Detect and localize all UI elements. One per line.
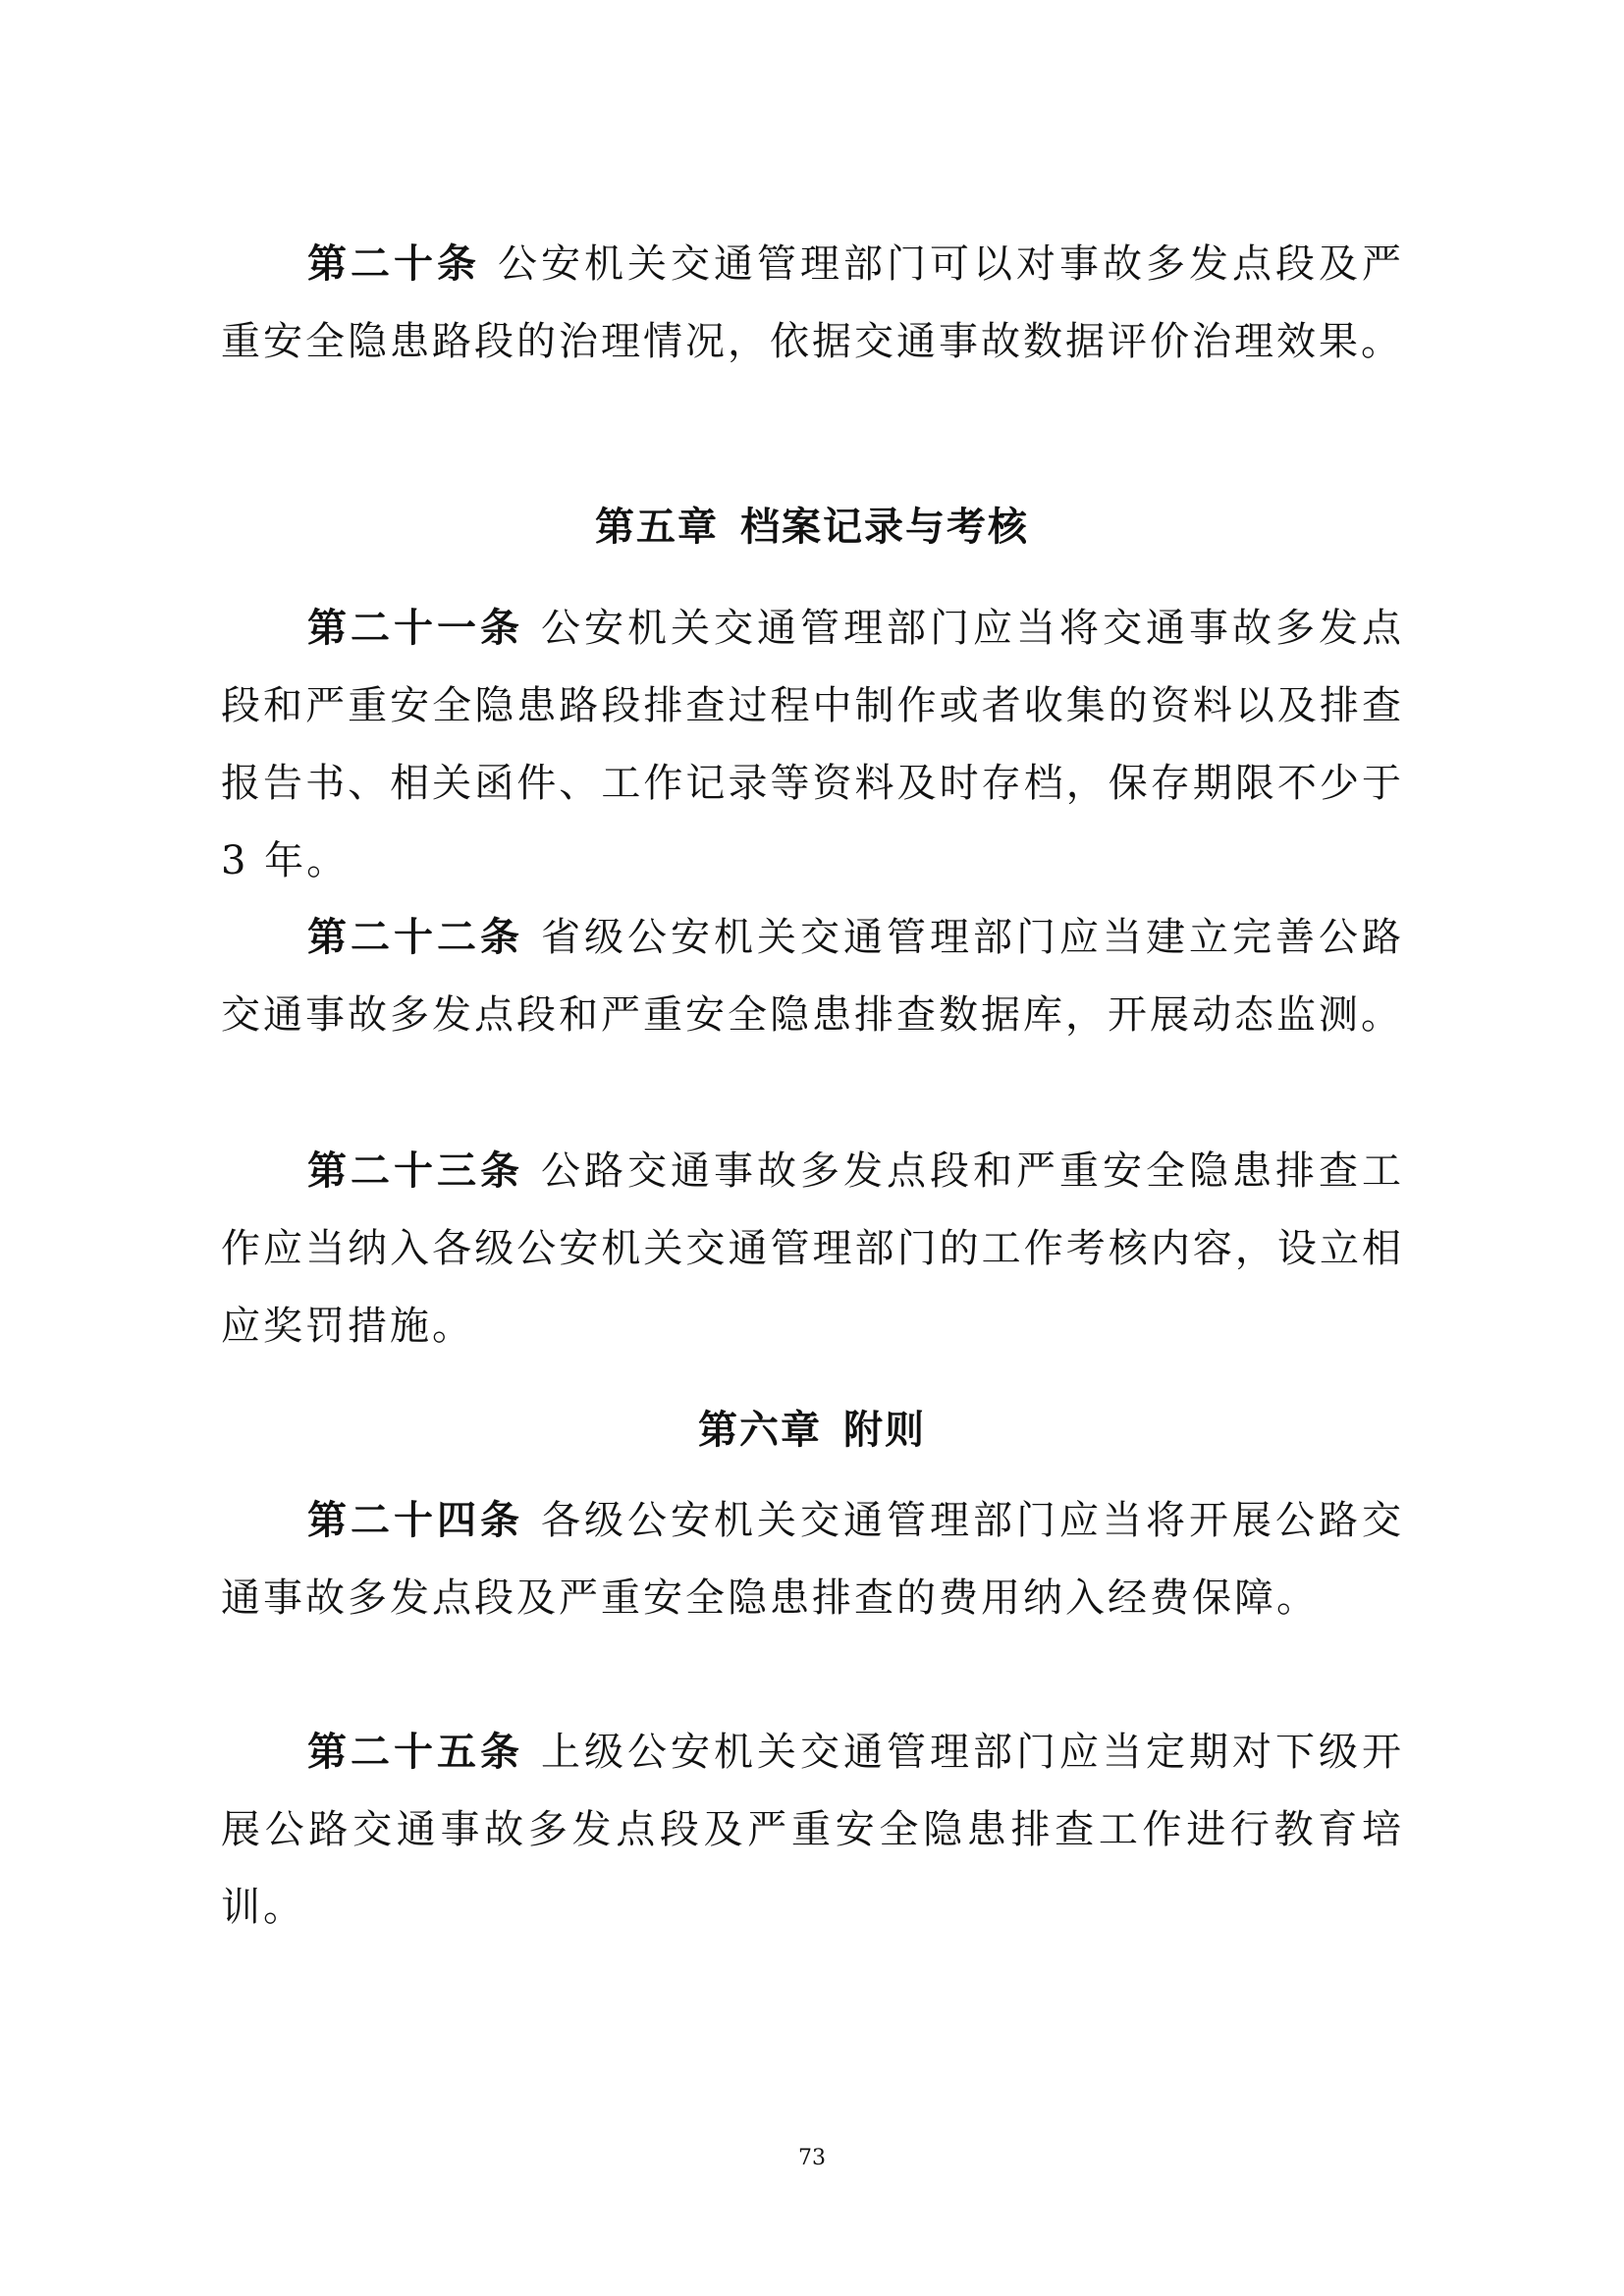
article-24 [221,1482,1404,1637]
article-number: 第二十四条 [307,1498,523,1543]
article-text: 省级公安机关交通管理部门应当建立完善公路交通事故多发点段和严重安全隐患排查数据库，开展动态监测。 [221,915,1404,1038]
chapter-title: 附则 [843,1408,926,1453]
article-text: 公安机关交通管理部门应当将交通事故多发点段和严重安全隐患路段排查过程中制作或者收集的资料以及排查报告书、相关函件、工作记录等资料及时存档，保存期限不少于 3 年。 [221,606,1404,883]
chapter-number: 第六章 [698,1408,822,1453]
article-25 [221,1714,1404,1947]
article-20 [221,226,1404,381]
chapter-6-heading [0,1392,1624,1469]
article-text: 各级公安机关交通管理部门应当将开展公路交通事故多发点段及严重安全隐患排查的费用纳入经费保障。 [221,1498,1404,1621]
article-23 [221,1133,1404,1365]
article-text: 公安机关交通管理部门可以对事故多发点段及严重安全隐患路段的治理情况，依据交通事故数据评价治理效果。 [221,241,1404,364]
article-text: 上级公安机关交通管理部门应当定期对下级开展公路交通事故多发点段及严重安全隐患排查工作进行教育培训。 [221,1730,1404,1930]
article-number: 第二十条 [307,241,480,287]
article-number: 第二十五条 [307,1730,523,1775]
article-number: 第二十一条 [307,606,523,651]
article-number: 第二十三条 [307,1148,523,1194]
page-number: 73 [798,2146,826,2170]
chapter-title: 档案记录与考核 [740,505,1029,550]
chapter-number: 第五章 [595,505,719,550]
article-22 [221,899,1404,1054]
article-number: 第二十二条 [307,915,523,960]
chapter-5-heading [0,489,1624,566]
article-text: 公路交通事故多发点段和严重安全隐患排查工作应当纳入各级公安机关交通管理部门的工作考核内容，设立相应奖罚措施。 [221,1148,1404,1349]
article-21 [221,590,1404,900]
